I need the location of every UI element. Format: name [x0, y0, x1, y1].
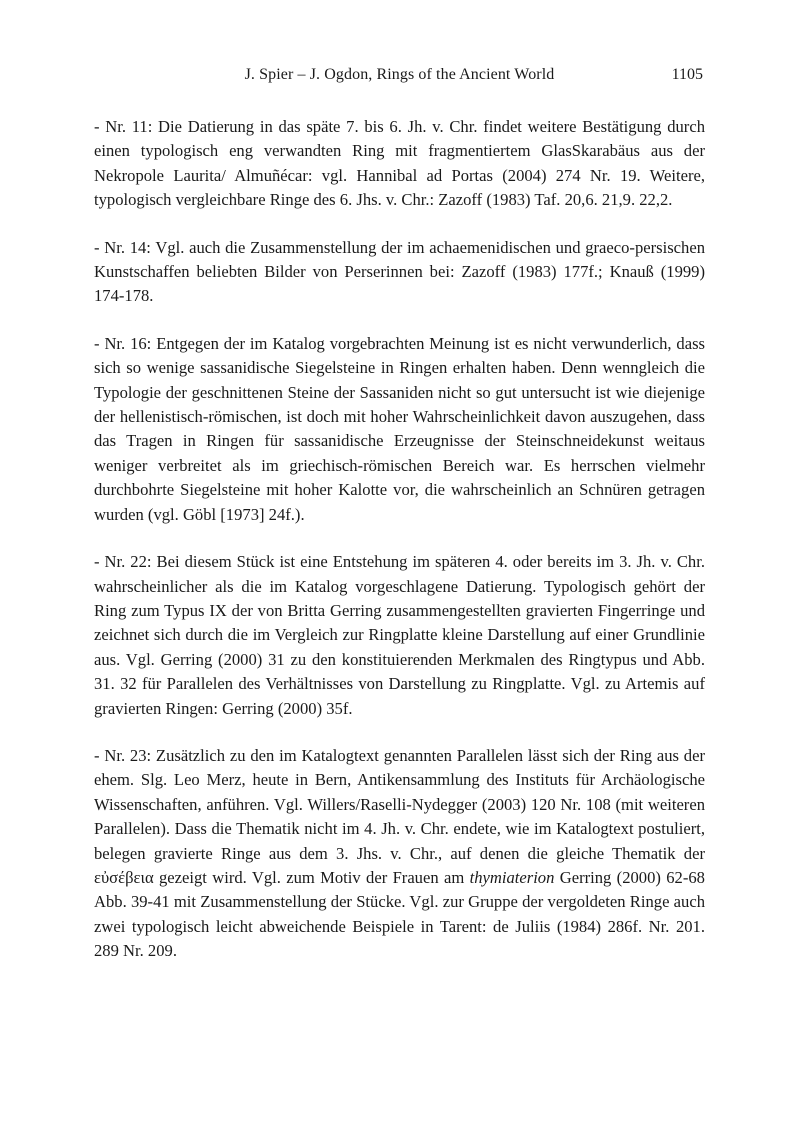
page [94, 66, 705, 964]
note-nr-14: - Nr. 14: Vgl. auch die Zusammenstellung der im achaemenidischen und graeco-persischen Kunstschaffen beliebten Bilder von Perserinnen bei: Zazoff (1983) 177f.; Knauß (1999) 174-178. [94, 237, 705, 306]
note-nr-23-text-after: Gerring (2000) 62-68 Abb. 39-41 mit Zusammenstellung der Stücke. Vgl. zur Gruppe der vergoldeten Ringe auch zwei typologisch leicht abweichende Beispiele in Tarent: de Juliis (1984) 286f. Nr. 201. 289 Nr. 209. [94, 867, 705, 961]
note-nr-11: - Nr. 11: Die Datierung in das späte 7. bis 6. Jh. v. Chr. findet weitere Bestätigung durch einen typologisch eng verwandten Ring mit fragmentiertem GlasSkarabäus aus der Nekropole Laurita/ Almuñécar: vgl. Hannibal ad Portas (2004) 274 Nr. 19. Weitere, typologisch vergleichbare Ringe des 6. Jhs. v. Chr.: Zazoff (1983) Taf. 20,6. 21,9. 22,2. [94, 117, 705, 210]
note-nr-23-text-before: - Nr. 23: Zusätzlich zu den im Katalogtext genannten Parallelen lässt sich der Ring aus der ehem. Slg. Leo Merz, heute in Bern, Antikensammlung des Instituts für Archäologische Wissenschaften, anführen. Vgl. Willers/Raselli-Nydegger (2003) 120 Nr. 108 (mit weiteren Parallelen). Dass die Thematik nicht im 4. Jh. v. Chr. endete, wie im Katalogtext postuliert, belegen gravierte Ringe aus dem 3. Jhs. v. Chr., auf denen die gleiche Thematik der εὐσέβεια gezeigt wird. Vgl. zum Motiv der Frauen am [94, 745, 705, 887]
page-number: 1105 [671, 66, 703, 83]
running-title: J. Spier – J. Ogdon, Rings of the Ancient World [244, 66, 555, 83]
note-nr-16: - Nr. 16: Entgegen der im Katalog vorgebrachten Meinung ist es nicht verwunderlich, dass sich so wenige sassanidische Siegelsteine in Ringen erhalten haben. Denn wenngleich die Typologie der geschnittenen Steine der Sassaniden nicht so gut untersucht ist wie diejenige der hellenistisch-römischen, ist doch mit hoher Wahrscheinlichkeit davon auszugehen, dass das Tragen in Ringen für sassanidische Erzeugnisse der Steinschneidekunst weitaus weniger verbreitet als im griechisch-römischen Bereich war. Es herrschen vielmehr durchbohrte Siegelsteine mit hoher Kalotte vor, die wahrscheinlich an Schnüren getragen wurden (vgl. Göbl [1973] 24f.). [94, 333, 705, 524]
note-nr-22: - Nr. 22: Bei diesem Stück ist eine Entstehung im späteren 4. oder bereits im 3. Jh. v. Chr. wahrscheinlicher als die im Katalog vorgeschlagene Datierung. Typologisch gehört der Ring zum Typus IX der von Britta Gerring zusammengestellten gravierten Fingerringe und zeichnet sich durch die im Vergleich zur Ringplatte kleine Darstellung auf einer Grundlinie aus. Vgl. Gerring (2000) 31 zu den konstituierenden Merkmalen des Ringtypus und Abb. 31. 32 für Parallelen des Verhältnisses von Darstellung zu Ringplatte. Vgl. zu Artemis auf gravierten Ringen: Gerring (2000) 35f. [94, 552, 705, 718]
note-nr-23-italic-term: thymiaterion [469, 867, 555, 887]
note-nr-23 [94, 744, 705, 964]
running-head [94, 66, 705, 92]
